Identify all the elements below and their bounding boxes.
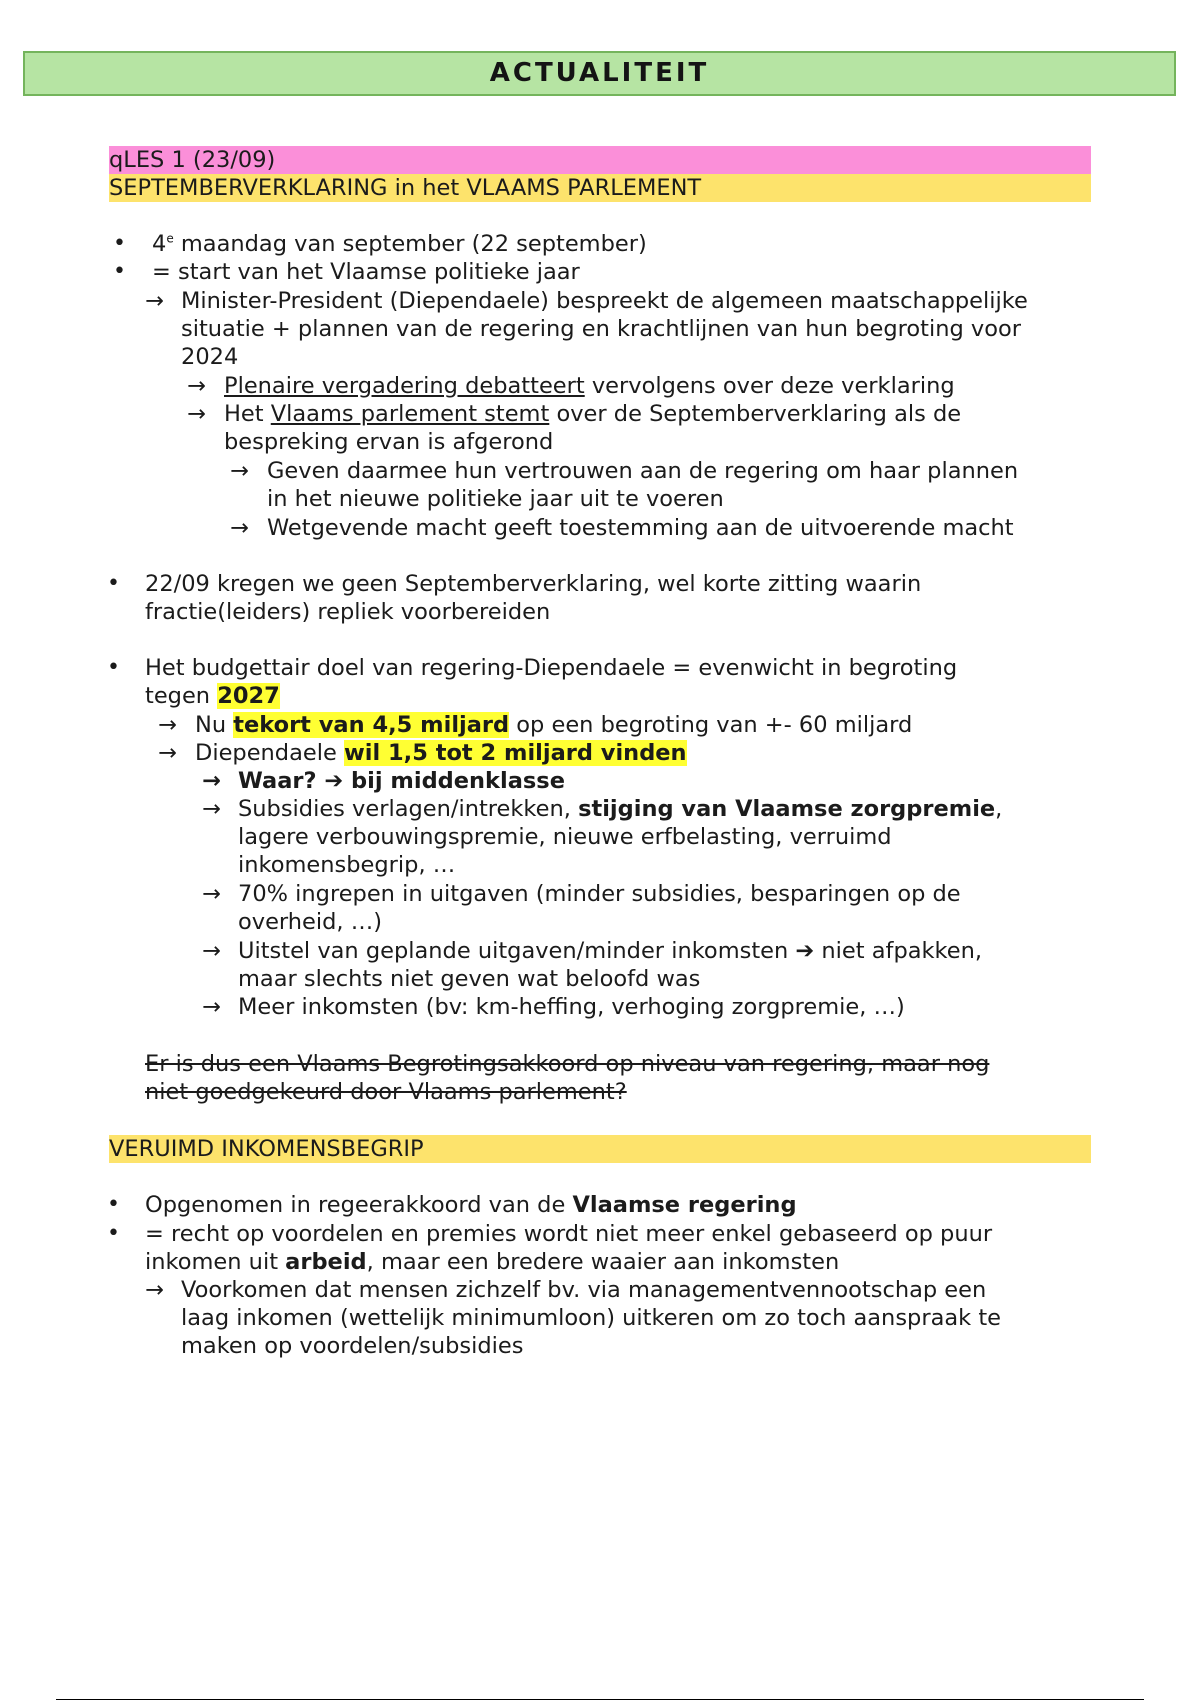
arrow-icon: →: [158, 740, 177, 766]
list-item: Geven daarmee hun vertrouwen aan de regering om haar plannen: [267, 458, 1019, 484]
list-item: Voorkomen dat mensen zichzelf bv. via managementvennootschap een: [181, 1277, 987, 1303]
arrow-icon: →: [202, 938, 221, 964]
bullet-icon: •: [113, 259, 126, 284]
list-item: 22/09 kregen we geen Septemberverklaring, wel korte zitting waarin: [145, 571, 922, 597]
struck-note-continuation: niet goedgekeurd door Vlaams parlement?: [145, 1079, 627, 1105]
arrow-icon: →: [202, 994, 221, 1020]
struck-note: Er is dus een Vlaams Begrotingsakkoord op niveau van regering, maar nog: [145, 1051, 990, 1077]
list-item-continuation: fractie(leiders) repliek voorbereiden: [145, 599, 551, 625]
arrow-icon: →: [230, 515, 249, 541]
bullet-icon: •: [113, 231, 126, 256]
list-item: Nu tekort van 4,5 miljard op een begroting van +- 60 miljard: [195, 712, 913, 738]
page-title: ACTUALITEIT: [23, 51, 1176, 96]
list-item: Minister-President (Diependaele) bespreekt de algemeen maatschappelijke: [181, 288, 1028, 314]
section-heading-septemberverklaring: SEPTEMBERVERKLARING in het VLAAMS PARLEMENT: [109, 175, 702, 201]
bullet-icon: •: [107, 1221, 120, 1246]
list-item: 4e maandag van september (22 september): [152, 231, 647, 257]
arrow-icon: →: [202, 768, 221, 794]
list-item-continuation: bespreking ervan is afgerond: [224, 429, 554, 455]
arrow-icon: →: [158, 712, 177, 738]
list-item-continuation: situatie + plannen van de regering en krachtlijnen van hun begroting voor: [181, 316, 1022, 342]
list-item-continuation: maar slechts niet geven wat beloofd was: [238, 966, 701, 992]
list-item-continuation: maken op voordelen/subsidies: [181, 1333, 524, 1359]
list-item-continuation: inkomensbegrip, …: [238, 852, 456, 878]
arrow-icon: →: [202, 881, 221, 907]
list-item: Diependaele wil 1,5 tot 2 miljard vinden: [195, 740, 687, 766]
list-item: Plenaire vergadering debatteert vervolgens over deze verklaring: [224, 373, 955, 399]
list-item-continuation: overheid, …): [238, 909, 382, 935]
list-item: = recht op voordelen en premies wordt niet meer enkel gebaseerd op puur: [145, 1221, 993, 1247]
list-item: Het Vlaams parlement stemt over de Septemberverklaring als de: [224, 401, 962, 427]
bullet-icon: •: [107, 1192, 120, 1217]
list-item: Wetgevende macht geeft toestemming aan de uitvoerende macht: [267, 515, 1014, 541]
arrow-icon: →: [187, 373, 206, 399]
bullet-icon: •: [107, 571, 120, 596]
lesson-label: qLES 1 (23/09): [109, 147, 276, 173]
section-heading-inkomensbegrip: VERUIMD INKOMENSBEGRIP: [109, 1136, 424, 1162]
list-item: Het budgettair doel van regering-Diependaele = evenwicht in begroting: [145, 655, 958, 681]
list-item-continuation: 2024: [181, 344, 239, 370]
list-item-continuation: in het nieuwe politieke jaar uit te voeren: [267, 486, 724, 512]
arrow-icon: →: [230, 458, 249, 484]
bullet-icon: •: [107, 655, 120, 680]
list-item: Meer inkomsten (bv: km-heffing, verhoging zorgpremie, …): [238, 994, 905, 1020]
arrow-icon: →: [145, 288, 164, 314]
list-item: Uitstel van geplande uitgaven/minder inkomsten ➔ niet afpakken,: [238, 938, 983, 964]
list-item: Waar? ➔ bij middenklasse: [238, 768, 565, 794]
list-item-continuation: lagere verbouwingspremie, nieuwe erfbelasting, verruimd: [238, 824, 892, 850]
arrow-icon: →: [202, 796, 221, 822]
list-item-continuation: laag inkomen (wettelijk minimumloon) uitkeren om zo toch aanspraak te: [181, 1305, 1001, 1331]
list-item-continuation: tegen 2027: [145, 683, 280, 709]
list-item: Subsidies verlagen/intrekken, stijging van Vlaamse zorgpremie,: [238, 796, 1003, 822]
list-item: = start van het Vlaamse politieke jaar: [152, 259, 580, 285]
arrow-icon: →: [145, 1277, 164, 1303]
arrow-icon: →: [187, 401, 206, 427]
list-item: 70% ingrepen in uitgaven (minder subsidies, besparingen op de: [238, 881, 961, 907]
list-item-continuation: inkomen uit arbeid, maar een bredere waaier aan inkomsten: [145, 1249, 840, 1275]
list-item: Opgenomen in regeerakkoord van de Vlaamse regering: [145, 1192, 797, 1218]
